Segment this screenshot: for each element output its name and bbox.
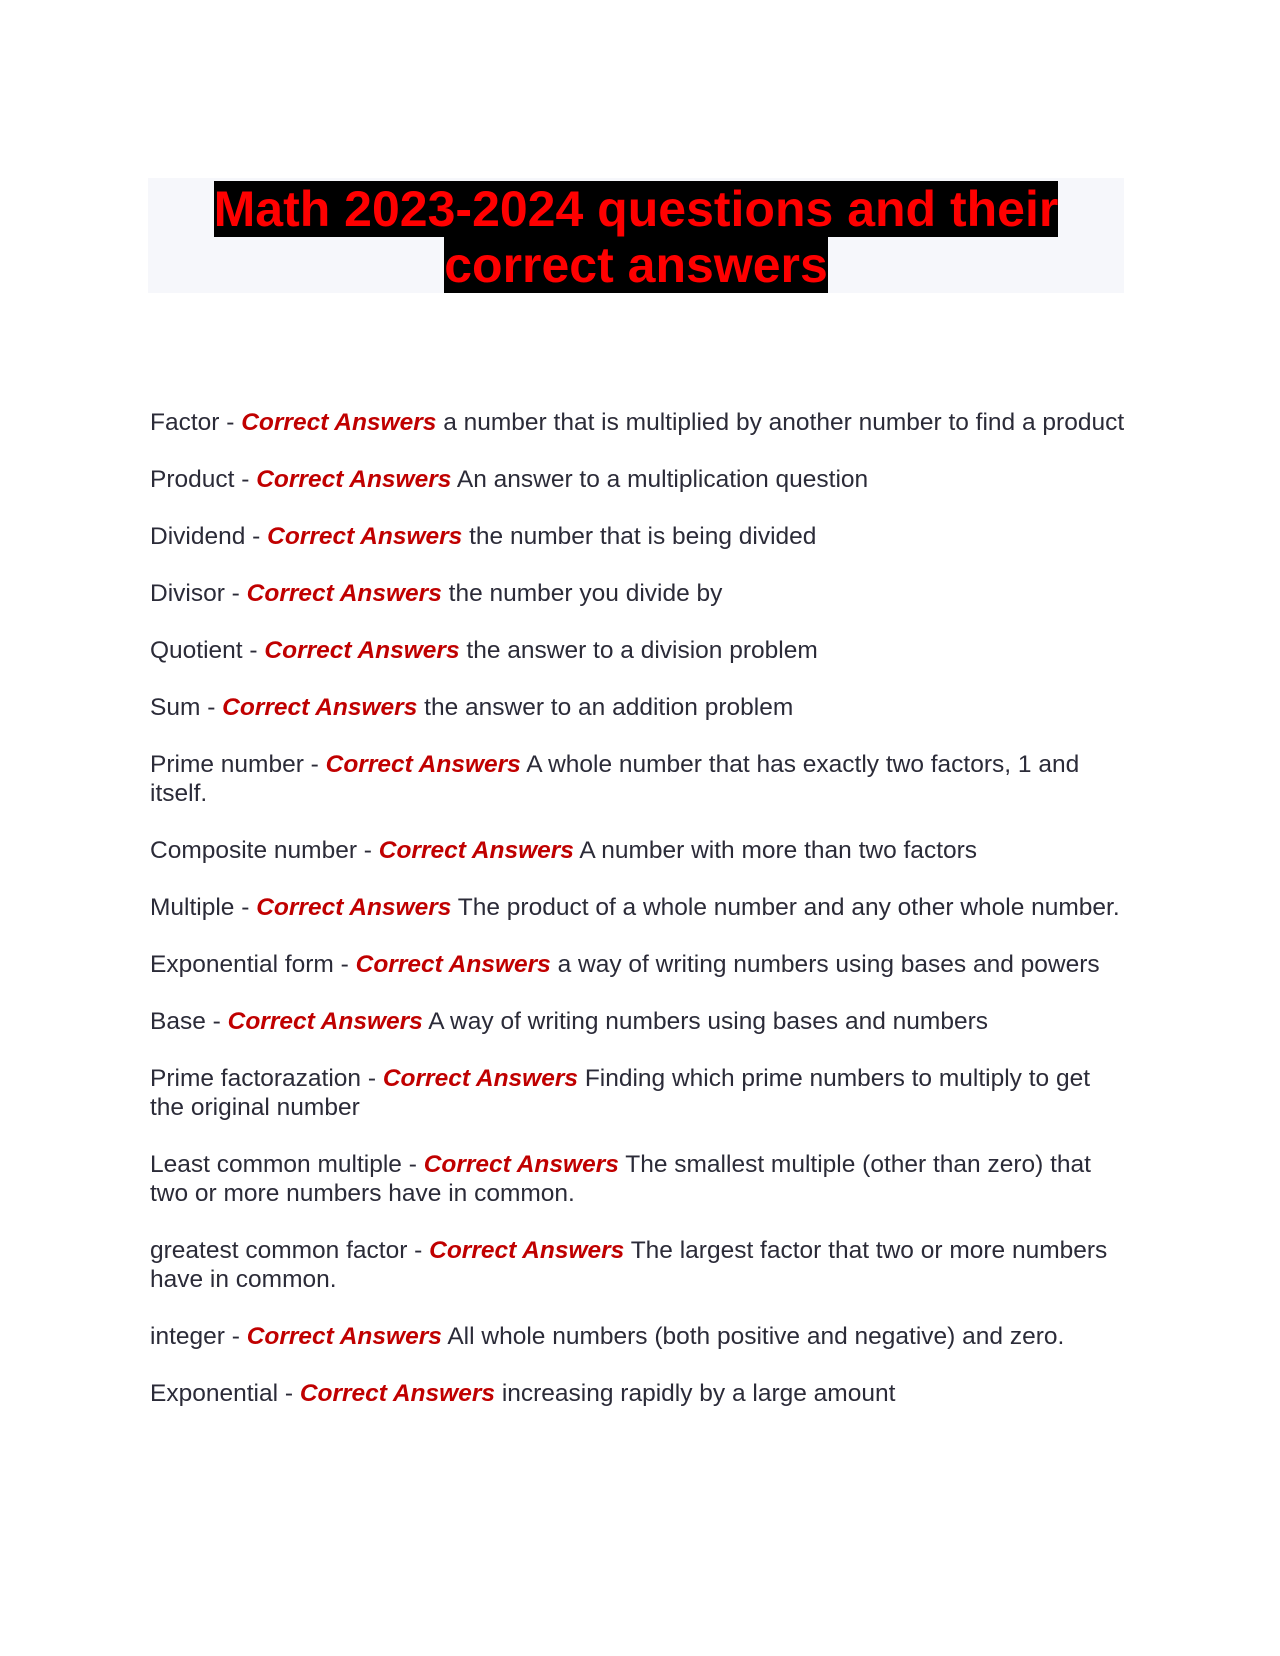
correct-answers-label: Correct Answers <box>355 951 551 978</box>
qa-entry: Prime number - Correct Answers A whole number that has exactly two factors, 1 and itself. <box>150 751 1080 807</box>
term: Sum <box>150 694 201 721</box>
definition: a number that is multiplied by another number to find a product <box>443 409 1125 436</box>
definition: a way of writing numbers using bases and powers <box>557 951 1100 978</box>
definition: the answer to an addition problem <box>424 694 794 721</box>
qa-entry: Multiple - Correct Answers The product of a whole number and any other whole number. <box>150 894 1120 921</box>
qa-entry: Least common multiple - Correct Answers The smallest multiple (other than zero) that two or more numbers have in common. <box>150 1151 1091 1207</box>
term: Product <box>150 466 235 493</box>
definition: The smallest multiple (other than zero) that two or more numbers have in common. <box>150 1151 1091 1207</box>
qa-entry: Quotient - Correct Answers the answer to a division problem <box>150 637 818 664</box>
definition: An answer to a multiplication question <box>456 466 869 493</box>
qa-entry: integer - Correct Answers All whole numbers (both positive and negative) and zero. <box>150 1323 1065 1350</box>
qa-entry: Prime factorazation - Correct Answers Finding which prime numbers to multiply to get the original number <box>150 1065 1091 1121</box>
correct-answers-label: Correct Answers <box>222 694 418 721</box>
correct-answers-label: Correct Answers <box>429 1237 625 1264</box>
correct-answers-label: Correct Answers <box>325 751 521 778</box>
qa-entry: Base - Correct Answers A way of writing numbers using bases and numbers <box>150 1008 988 1035</box>
correct-answers-label: Correct Answers <box>246 1323 442 1350</box>
correct-answers-label: Correct Answers <box>267 523 463 550</box>
term: Exponential form <box>150 951 334 978</box>
definition: increasing rapidly by a large amount <box>501 1380 896 1407</box>
term: Dividend <box>150 523 246 550</box>
term: Factor <box>150 409 220 436</box>
correct-answers-label: Correct Answers <box>256 894 452 921</box>
definition: the answer to a division problem <box>466 637 818 664</box>
qa-entry: Composite number - Correct Answers A number with more than two factors <box>150 837 978 864</box>
correct-answers-label: Correct Answers <box>378 837 574 864</box>
definition: the number that is being divided <box>469 523 817 550</box>
correct-answers-label: Correct Answers <box>382 1065 579 1092</box>
qa-entry: greatest common factor - Correct Answers The largest factor that two or more numbers have in common. <box>150 1237 1108 1293</box>
definition: A number with more than two factors <box>579 837 978 864</box>
correct-answers-label: Correct Answers <box>423 1151 619 1178</box>
term: Exponential <box>150 1380 279 1407</box>
correct-answers-label: Correct Answers <box>241 409 437 436</box>
definition: Finding which prime numbers to multiply to get the original number <box>150 1065 1091 1121</box>
correct-answers-label: Correct Answers <box>264 637 460 664</box>
term: Prime factorazation <box>150 1065 362 1092</box>
correct-answers-label: Correct Answers <box>246 580 442 607</box>
definition: A way of writing numbers using bases and numbers <box>428 1008 988 1035</box>
correct-answers-label: Correct Answers <box>299 1380 495 1407</box>
qa-entry: Product - Correct Answers An answer to a multiplication question <box>150 466 869 493</box>
correct-answers-label: Correct Answers <box>227 1008 423 1035</box>
term: integer <box>150 1323 225 1350</box>
definition: A whole number that has exactly two factors, 1 and itself. <box>150 751 1080 807</box>
definition: the number you divide by <box>448 580 723 607</box>
term: Least common multiple <box>150 1151 402 1178</box>
definition: The largest factor that two or more numbers have in common. <box>150 1237 1108 1293</box>
definition: The product of a whole number and any other whole number. <box>457 894 1120 921</box>
qa-entry: Exponential form - Correct Answers a way of writing numbers using bases and powers <box>150 951 1100 978</box>
term: Prime number <box>150 751 304 778</box>
term: greatest common factor <box>150 1237 408 1264</box>
term: Composite number <box>150 837 357 864</box>
term: Divisor <box>150 580 225 607</box>
document-title: Math 2023-2024 questions and their correct answers <box>213 181 1059 293</box>
qa-entry: Factor - Correct Answers a number that is multiplied by another number to find a product <box>150 409 1125 436</box>
qa-entry: Exponential - Correct Answers increasing rapidly by a large amount <box>150 1380 896 1407</box>
correct-answers-label: Correct Answers <box>256 466 452 493</box>
term: Multiple <box>150 894 235 921</box>
qa-entry: Divisor - Correct Answers the number you divide by <box>150 580 723 607</box>
qa-entry: Dividend - Correct Answers the number that is being divided <box>150 523 817 550</box>
term: Quotient <box>150 637 243 664</box>
term: Base <box>150 1008 206 1035</box>
title-banner <box>148 178 1124 293</box>
qa-entry: Sum - Correct Answers the answer to an addition problem <box>150 694 794 721</box>
definition: All whole numbers (both positive and negative) and zero. <box>447 1323 1065 1350</box>
qa-list <box>150 408 1130 1436</box>
